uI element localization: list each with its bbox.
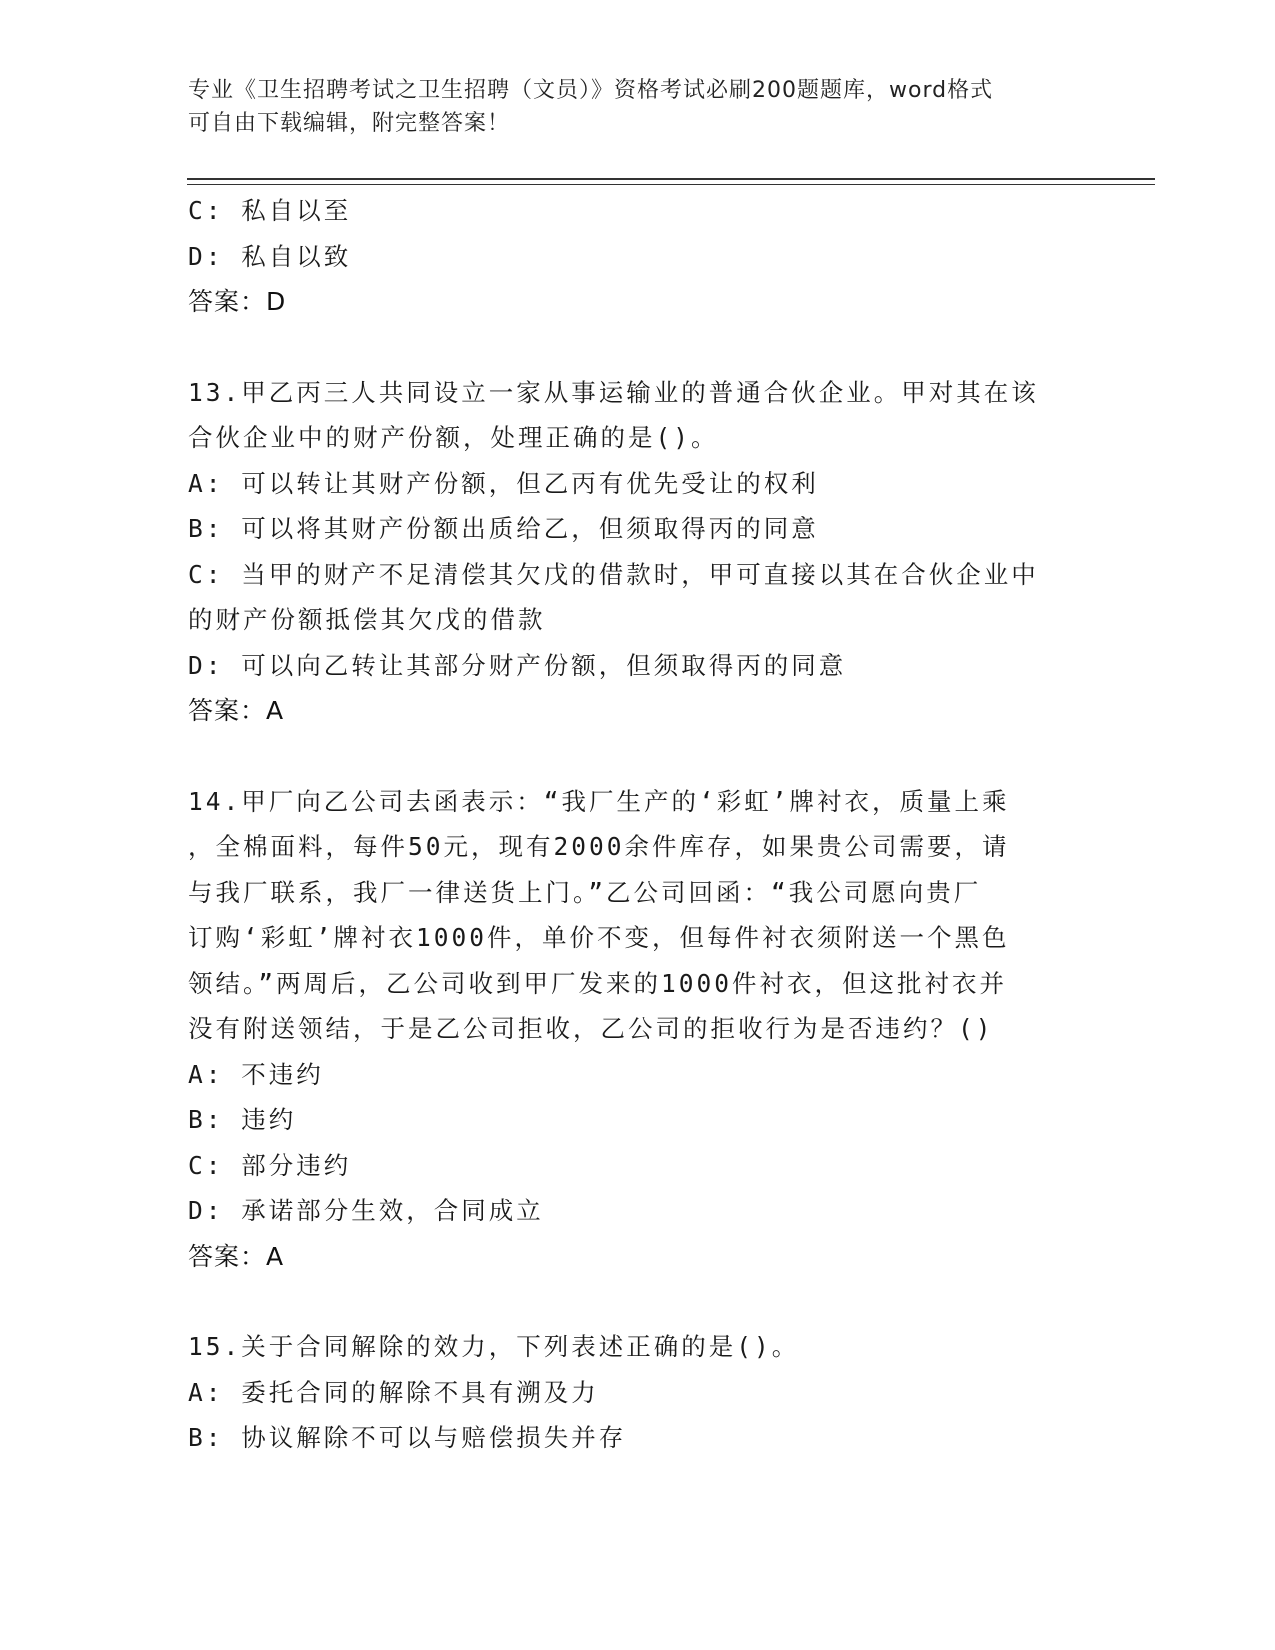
q14-option-c: C: 部分违约 bbox=[188, 1150, 352, 1180]
q13-option-d: D: 可以向乙转让其部分财产份额，但须取得丙的同意 bbox=[188, 650, 847, 680]
q14-stem-line1: 14.甲厂向乙公司去函表示：“我厂生产的‘彩虹’牌衬衣，质量上乘 bbox=[188, 786, 1010, 816]
q14-option-b: B: 违约 bbox=[188, 1105, 297, 1134]
q13-option-b: B: 可以将其财产份额出质给乙，但须取得丙的同意 bbox=[188, 514, 819, 543]
q13-option-c-line1: C: 当甲的财产不足清偿其欠戊的借款时，甲可直接以其在合伙企业中 bbox=[188, 559, 1039, 589]
q14-stem-line3: 与我厂联系，我厂一律送货上门。”乙公司回函：“我公司愿向贵厂 bbox=[188, 877, 982, 907]
header-title-line1: 专业《卫生招聘考试之卫生招聘（文员）》资格考试必刷200题题库，word格式 bbox=[188, 78, 994, 103]
q14-answer: 答案：A bbox=[188, 1241, 285, 1271]
q15-stem-line1: 15.关于合同解除的效力，下列表述正确的是()。 bbox=[188, 1332, 800, 1361]
q13-answer: 答案：A bbox=[188, 696, 285, 725]
q14-stem-line4: 订购‘彩虹’牌衬衣1000件，单价不变，但每件衬衣须附送一个黑色 bbox=[188, 923, 1010, 952]
q12-option-c: C: 私自以至 bbox=[188, 196, 352, 225]
spacer bbox=[188, 325, 1088, 370]
q13-stem-line2: 合伙企业中的财产份额，处理正确的是()。 bbox=[188, 423, 719, 452]
q12-option-d: D: 私自以致 bbox=[188, 241, 352, 271]
question-14 bbox=[188, 779, 1088, 1280]
q15-option-a: A: 委托合同的解除不具有溯及力 bbox=[188, 1377, 599, 1407]
question-15 bbox=[188, 1324, 1088, 1461]
q14-option-d: D: 承诺部分生效，合同成立 bbox=[188, 1196, 544, 1225]
page-header bbox=[188, 74, 1088, 140]
spacer bbox=[188, 1279, 1088, 1324]
q14-stem-line6: 没有附送领结，于是乙公司拒收，乙公司的拒收行为是否违约？() bbox=[188, 1014, 994, 1043]
q15-option-b: B: 协议解除不可以与赔偿损失并存 bbox=[188, 1423, 627, 1452]
question-12-tail bbox=[188, 188, 1088, 325]
header-title-line2: 可自由下载编辑，附完整答案！ bbox=[188, 111, 511, 136]
document-body bbox=[188, 188, 1088, 1461]
q14-stem-line2: ，全棉面料，每件50元，现有2000余件库存，如果贵公司需要，请 bbox=[188, 832, 1010, 861]
header-divider-thin bbox=[187, 184, 1155, 185]
question-13 bbox=[188, 370, 1088, 734]
q12-answer: 答案：D bbox=[188, 287, 287, 316]
q14-option-a: A: 不违约 bbox=[188, 1059, 324, 1089]
q14-stem-line5: 领结。”两周后，乙公司收到甲厂发来的1000件衬衣，但这批衬衣并 bbox=[188, 968, 1007, 998]
header-divider bbox=[187, 178, 1155, 180]
q13-stem-line1: 13.甲乙丙三人共同设立一家从事运输业的普通合伙企业。甲对其在该 bbox=[188, 377, 1039, 407]
q13-option-a: A: 可以转让其财产份额，但乙丙有优先受让的权利 bbox=[188, 468, 819, 498]
q13-option-c-line2: 的财产份额抵偿其欠戊的借款 bbox=[188, 605, 546, 634]
spacer bbox=[188, 734, 1088, 779]
